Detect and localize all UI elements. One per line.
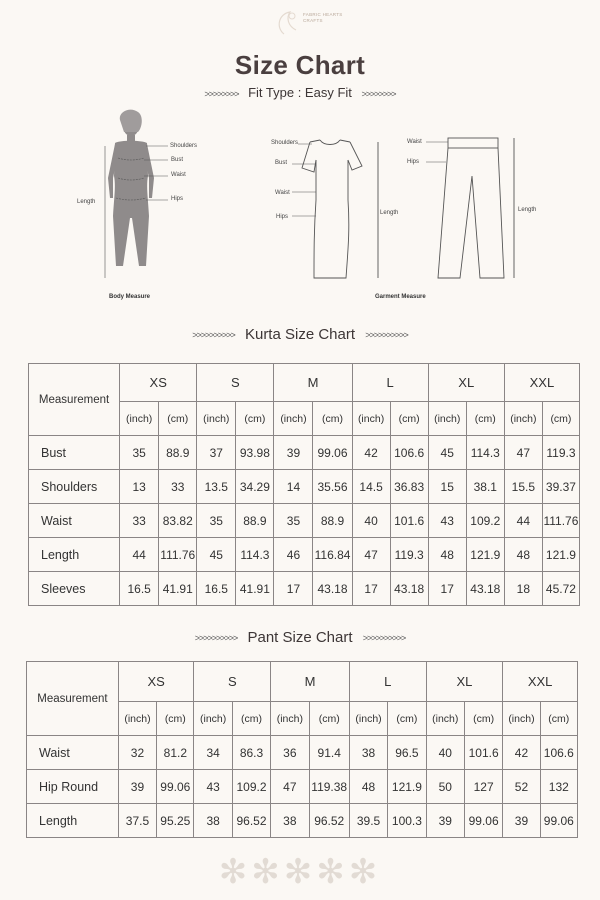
- table-cell: 96.5: [388, 736, 426, 770]
- table-cell: 47: [271, 770, 309, 804]
- table-cell: 40: [352, 504, 390, 538]
- table-cell: 50: [426, 770, 464, 804]
- size-header-xxl: XXL: [504, 364, 579, 402]
- table-cell: 88.9: [159, 436, 197, 470]
- table-cell: 17: [428, 572, 466, 606]
- table-cell: 99.06: [313, 436, 352, 470]
- table-cell: 52: [503, 770, 540, 804]
- table-cell: 100.3: [388, 804, 426, 838]
- body-label-hips: Hips: [171, 196, 184, 202]
- size-header-row: [29, 364, 580, 402]
- table-cell: 119.3: [390, 538, 428, 572]
- unit-cm: (cm): [388, 702, 426, 736]
- table-cell: 36.83: [390, 470, 428, 504]
- kurta-chart-title: Kurta Size Chart: [244, 326, 356, 343]
- dress-label-waist: Waist: [275, 190, 290, 196]
- table-cell: 41.91: [236, 572, 274, 606]
- table-cell: 81.2: [157, 736, 194, 770]
- row-label: Waist: [29, 504, 120, 538]
- row-label: Length: [29, 538, 120, 572]
- table-row: [29, 572, 580, 606]
- left-arrows-icon: >>>>>>>>: [204, 88, 239, 99]
- table-cell: 42: [503, 736, 540, 770]
- unit-inch: (inch): [504, 402, 542, 436]
- table-cell: 35: [120, 436, 159, 470]
- fit-type-heading: [0, 85, 600, 100]
- pant-label-waist: Waist: [407, 139, 422, 145]
- table-cell: 13: [120, 470, 159, 504]
- table-cell: 17: [352, 572, 390, 606]
- unit-inch: (inch): [503, 702, 540, 736]
- table-row: [27, 804, 578, 838]
- table-cell: 35.56: [313, 470, 352, 504]
- size-header-row: [27, 662, 578, 702]
- table-cell: 101.6: [390, 504, 428, 538]
- table-cell: 35: [274, 504, 313, 538]
- table-cell: 45.72: [542, 572, 579, 606]
- table-cell: 39.5: [349, 804, 387, 838]
- unit-inch: (inch): [426, 702, 464, 736]
- unit-inch: (inch): [271, 702, 309, 736]
- table-cell: 38: [349, 736, 387, 770]
- size-header-xxl: XXL: [503, 662, 578, 702]
- kurta-size-table: [28, 363, 580, 606]
- unit-inch: (inch): [349, 702, 387, 736]
- size-header-xs: XS: [120, 364, 197, 402]
- table-cell: 38: [194, 804, 232, 838]
- unit-inch: (inch): [197, 402, 236, 436]
- table-cell: 106.6: [390, 436, 428, 470]
- table-cell: 88.9: [236, 504, 274, 538]
- table-cell: 41.91: [159, 572, 197, 606]
- table-cell: 16.5: [120, 572, 159, 606]
- table-cell: 45: [197, 538, 236, 572]
- table-cell: 15.5: [504, 470, 542, 504]
- table-cell: 86.3: [232, 736, 270, 770]
- unit-inch: (inch): [120, 402, 159, 436]
- table-cell: 38: [271, 804, 309, 838]
- unit-inch: (inch): [428, 402, 466, 436]
- table-cell: 44: [504, 504, 542, 538]
- table-cell: 37: [197, 436, 236, 470]
- table-cell: 46: [274, 538, 313, 572]
- page-title: Size Chart: [234, 50, 366, 80]
- measurement-header: Measurement: [27, 662, 119, 736]
- table-cell: 109.2: [466, 504, 504, 538]
- unit-inch: (inch): [352, 402, 390, 436]
- unit-inch: (inch): [118, 702, 156, 736]
- table-cell: 96.52: [232, 804, 270, 838]
- table-cell: 48: [504, 538, 542, 572]
- table-row: [29, 538, 580, 572]
- pant-label-hips: Hips: [407, 159, 420, 165]
- size-header-s: S: [197, 364, 274, 402]
- dress-label-hips: Hips: [276, 214, 289, 220]
- table-cell: 121.9: [388, 770, 426, 804]
- unit-cm: (cm): [309, 702, 349, 736]
- unit-cm: (cm): [540, 702, 577, 736]
- table-cell: 40: [426, 736, 464, 770]
- kurta-chart-heading: [0, 326, 600, 343]
- pant-size-table: [26, 661, 578, 838]
- table-cell: 35: [197, 504, 236, 538]
- size-header-xs: XS: [118, 662, 194, 702]
- table-cell: 32: [118, 736, 156, 770]
- table-cell: 95.25: [157, 804, 194, 838]
- size-header-l: L: [349, 662, 426, 702]
- row-label: Waist: [27, 736, 119, 770]
- row-label: Shoulders: [29, 470, 120, 504]
- pant-label-length: Length: [518, 207, 537, 213]
- dress-figure: [270, 130, 390, 290]
- table-cell: 48: [428, 538, 466, 572]
- right-arrows-icon: >>>>>>>>>>: [362, 633, 406, 644]
- size-header-xl: XL: [426, 662, 503, 702]
- table-cell: 119.3: [542, 436, 579, 470]
- table-row: [27, 770, 578, 804]
- table-cell: 13.5: [197, 470, 236, 504]
- size-header-m: M: [271, 662, 350, 702]
- dress-label-length: Length: [380, 210, 399, 216]
- table-cell: 33: [120, 504, 159, 538]
- table-cell: 106.6: [540, 736, 577, 770]
- table-cell: 43: [428, 504, 466, 538]
- table-cell: 91.4: [309, 736, 349, 770]
- table-cell: 121.9: [466, 538, 504, 572]
- table-cell: 99.06: [157, 770, 194, 804]
- table-row: [29, 436, 580, 470]
- left-arrows-icon: >>>>>>>>>>: [192, 330, 235, 341]
- body-figure: [100, 106, 210, 286]
- table-cell: 127: [464, 770, 502, 804]
- table-cell: 37.5: [118, 804, 156, 838]
- table-row: [29, 470, 580, 504]
- table-cell: 132: [540, 770, 577, 804]
- table-cell: 111.76: [542, 504, 579, 538]
- table-cell: 16.5: [197, 572, 236, 606]
- table-cell: 39: [118, 770, 156, 804]
- unit-cm: (cm): [159, 402, 197, 436]
- table-cell: 14: [274, 470, 313, 504]
- table-cell: 34.29: [236, 470, 274, 504]
- right-arrows-icon: >>>>>>>>: [361, 88, 396, 99]
- pant-chart-heading: [0, 629, 600, 646]
- table-cell: 36: [271, 736, 309, 770]
- table-cell: 14.5: [352, 470, 390, 504]
- size-header-m: M: [274, 364, 352, 402]
- row-label: Bust: [29, 436, 120, 470]
- table-cell: 44: [120, 538, 159, 572]
- table-cell: 119.38: [309, 770, 349, 804]
- unit-inch: (inch): [274, 402, 313, 436]
- table-cell: 93.98: [236, 436, 274, 470]
- unit-cm: (cm): [542, 402, 579, 436]
- body-label-length: Length: [77, 199, 96, 205]
- table-cell: 111.76: [159, 538, 197, 572]
- table-cell: 17: [274, 572, 313, 606]
- table-cell: 39: [274, 436, 313, 470]
- size-header-xl: XL: [428, 364, 504, 402]
- table-cell: 42: [352, 436, 390, 470]
- body-measure-caption: Body Measure: [109, 294, 151, 300]
- size-header-s: S: [194, 662, 271, 702]
- table-cell: 99.06: [540, 804, 577, 838]
- fit-type-label: Fit Type : Easy Fit: [248, 85, 352, 100]
- table-cell: 18: [504, 572, 542, 606]
- table-cell: 43: [194, 770, 232, 804]
- table-cell: 39.37: [542, 470, 579, 504]
- unit-cm: (cm): [390, 402, 428, 436]
- table-cell: 48: [349, 770, 387, 804]
- table-cell: 47: [504, 436, 542, 470]
- decorative-stars-icon: ✻✻✻✻✻: [218, 853, 382, 891]
- pant-chart-title: Pant Size Chart: [247, 629, 353, 646]
- table-cell: 38.1: [466, 470, 504, 504]
- table-cell: 15: [428, 470, 466, 504]
- body-label-waist: Waist: [171, 172, 186, 178]
- table-cell: 114.3: [236, 538, 274, 572]
- table-cell: 116.84: [313, 538, 352, 572]
- unit-cm: (cm): [464, 702, 502, 736]
- row-label: Length: [27, 804, 119, 838]
- row-label: Sleeves: [29, 572, 120, 606]
- table-cell: 43.18: [466, 572, 504, 606]
- unit-inch: (inch): [194, 702, 232, 736]
- table-cell: 47: [352, 538, 390, 572]
- table-cell: 99.06: [464, 804, 502, 838]
- left-arrows-icon: >>>>>>>>>>: [194, 633, 238, 644]
- measurement-header: Measurement: [29, 364, 120, 436]
- dress-label-shoulders: Shoulders: [271, 140, 299, 146]
- size-header-l: L: [352, 364, 428, 402]
- garment-measure-caption: Garment Measure: [375, 294, 426, 300]
- body-label-bust: Bust: [171, 157, 184, 163]
- unit-cm: (cm): [232, 702, 270, 736]
- table-cell: 121.9: [542, 538, 579, 572]
- dress-label-bust: Bust: [275, 160, 288, 166]
- table-cell: 39: [503, 804, 540, 838]
- right-arrows-icon: >>>>>>>>>>: [365, 330, 408, 341]
- table-cell: 33: [159, 470, 197, 504]
- table-cell: 39: [426, 804, 464, 838]
- unit-cm: (cm): [157, 702, 194, 736]
- table-cell: 109.2: [232, 770, 270, 804]
- table-cell: 43.18: [313, 572, 352, 606]
- table-cell: 88.9: [313, 504, 352, 538]
- table-cell: 101.6: [464, 736, 502, 770]
- table-cell: 43.18: [390, 572, 428, 606]
- table-cell: 45: [428, 436, 466, 470]
- table-row: [29, 504, 580, 538]
- unit-cm: (cm): [313, 402, 352, 436]
- table-row: [27, 736, 578, 770]
- unit-cm: (cm): [236, 402, 274, 436]
- table-cell: 34: [194, 736, 232, 770]
- unit-cm: (cm): [466, 402, 504, 436]
- brand-logo-text: FABRIC HEARTS CRAFTS: [303, 12, 343, 23]
- table-cell: 96.52: [309, 804, 349, 838]
- row-label: Hip Round: [27, 770, 119, 804]
- table-cell: 114.3: [466, 436, 504, 470]
- body-label-shoulders: Shoulders: [170, 143, 198, 149]
- table-cell: 83.82: [159, 504, 197, 538]
